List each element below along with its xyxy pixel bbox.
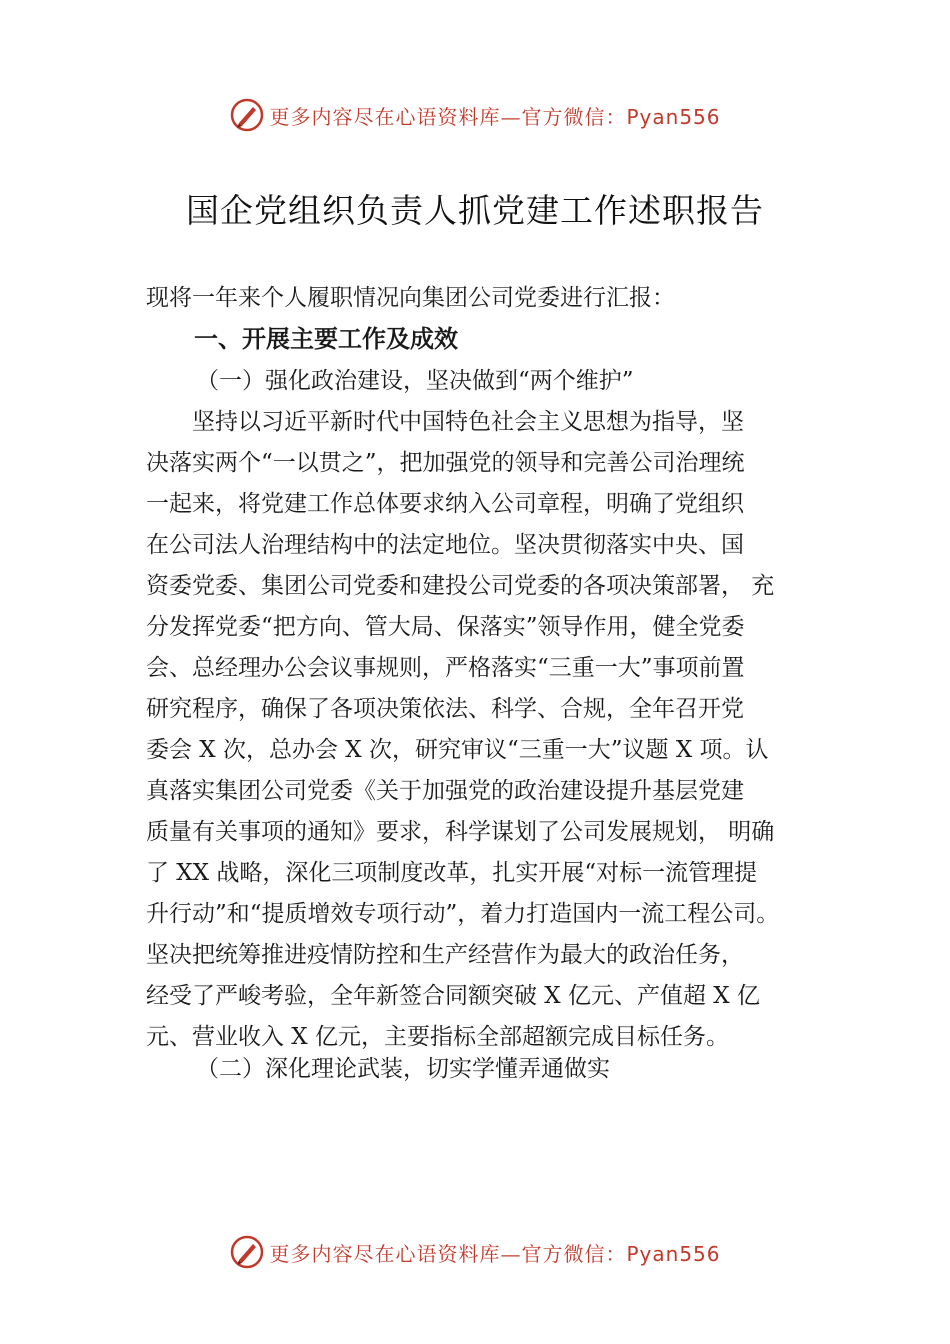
paragraph-line: 了 XX 战略，深化三项制度改革，扎实开展“对标一流管理提: [146, 860, 758, 886]
subheading-2: （二）深化理论武装，切实学懂弄通做实: [196, 1056, 610, 1082]
paragraph-line: 真落实集团公司党委《关于加强党的政治建设提升基层党建: [146, 778, 744, 804]
pen-logo-icon: [229, 97, 265, 133]
paragraph-line: 一起来，将党建工作总体要求纳入公司章程，明确了党组织: [146, 491, 744, 517]
document-title: 国企党组织负责人抓党建工作述职报告: [186, 191, 764, 230]
intro-line: 现将一年来个人履职情况向集团公司党委进行汇报：: [146, 285, 675, 311]
paragraph-line: 元、营业收入 X 亿元，主要指标全部超额完成目标任务。: [146, 1024, 729, 1050]
paragraph-line: 资委党委、集团公司党委和建投公司党委的各项决策部署， 充: [146, 573, 775, 599]
section-heading: 一、开展主要工作及成效: [194, 325, 458, 353]
intro-paragraph: [146, 278, 836, 319]
watermark-footer: [0, 1232, 950, 1272]
paragraph-line: 分发挥党委“把方向、管大局、保落实”领导作用，健全党委: [146, 614, 745, 640]
paragraph-line: 坚持以习近平新时代中国特色社会主义思想为指导，坚: [146, 409, 744, 435]
paragraph-line: 委会 X 次，总办会 X 次，研究审议“三重一大”议题 X 项。认: [146, 737, 769, 763]
watermark-handle: Pyan556: [626, 1241, 721, 1266]
watermark-text: 更多内容尽在心语资料库—官方微信：Pyan556: [269, 1241, 721, 1266]
watermark-handle: Pyan556: [626, 104, 721, 129]
paragraph-line: 决落实两个“一以贯之”，把加强党的领导和完善公司治理统: [146, 450, 745, 476]
subheading-1: （一）强化政治建设，坚决做到“两个维护”: [196, 368, 634, 394]
paragraph-line: 会、总经理办公会议事规则，严格落实“三重一大”事项前置: [146, 655, 745, 681]
pen-logo-icon: [229, 1234, 265, 1270]
paragraph-line: 质量有关事项的通知》要求，科学谋划了公司发展规划， 明确: [146, 819, 775, 845]
body-paragraph: [146, 402, 836, 1058]
watermark-text: 更多内容尽在心语资料库—官方微信：Pyan556: [269, 104, 721, 129]
paragraph-line: 坚决把统筹推进疫情防控和生产经营作为最大的政治任务，: [146, 942, 744, 968]
paragraph-line: 研究程序，确保了各项决策依法、科学、合规，全年召开党: [146, 696, 744, 722]
paragraph-line: 经受了严峻考验，全年新签合同额突破 X 亿元、产值超 X 亿: [146, 983, 760, 1009]
paragraph-line: 在公司法人治理结构中的法定地位。坚决贯彻落实中央、国: [146, 532, 744, 558]
watermark-header: [0, 95, 950, 135]
paragraph-line: 升行动”和“提质增效专项行动”，着力打造国内一流工程公司。: [146, 901, 780, 927]
